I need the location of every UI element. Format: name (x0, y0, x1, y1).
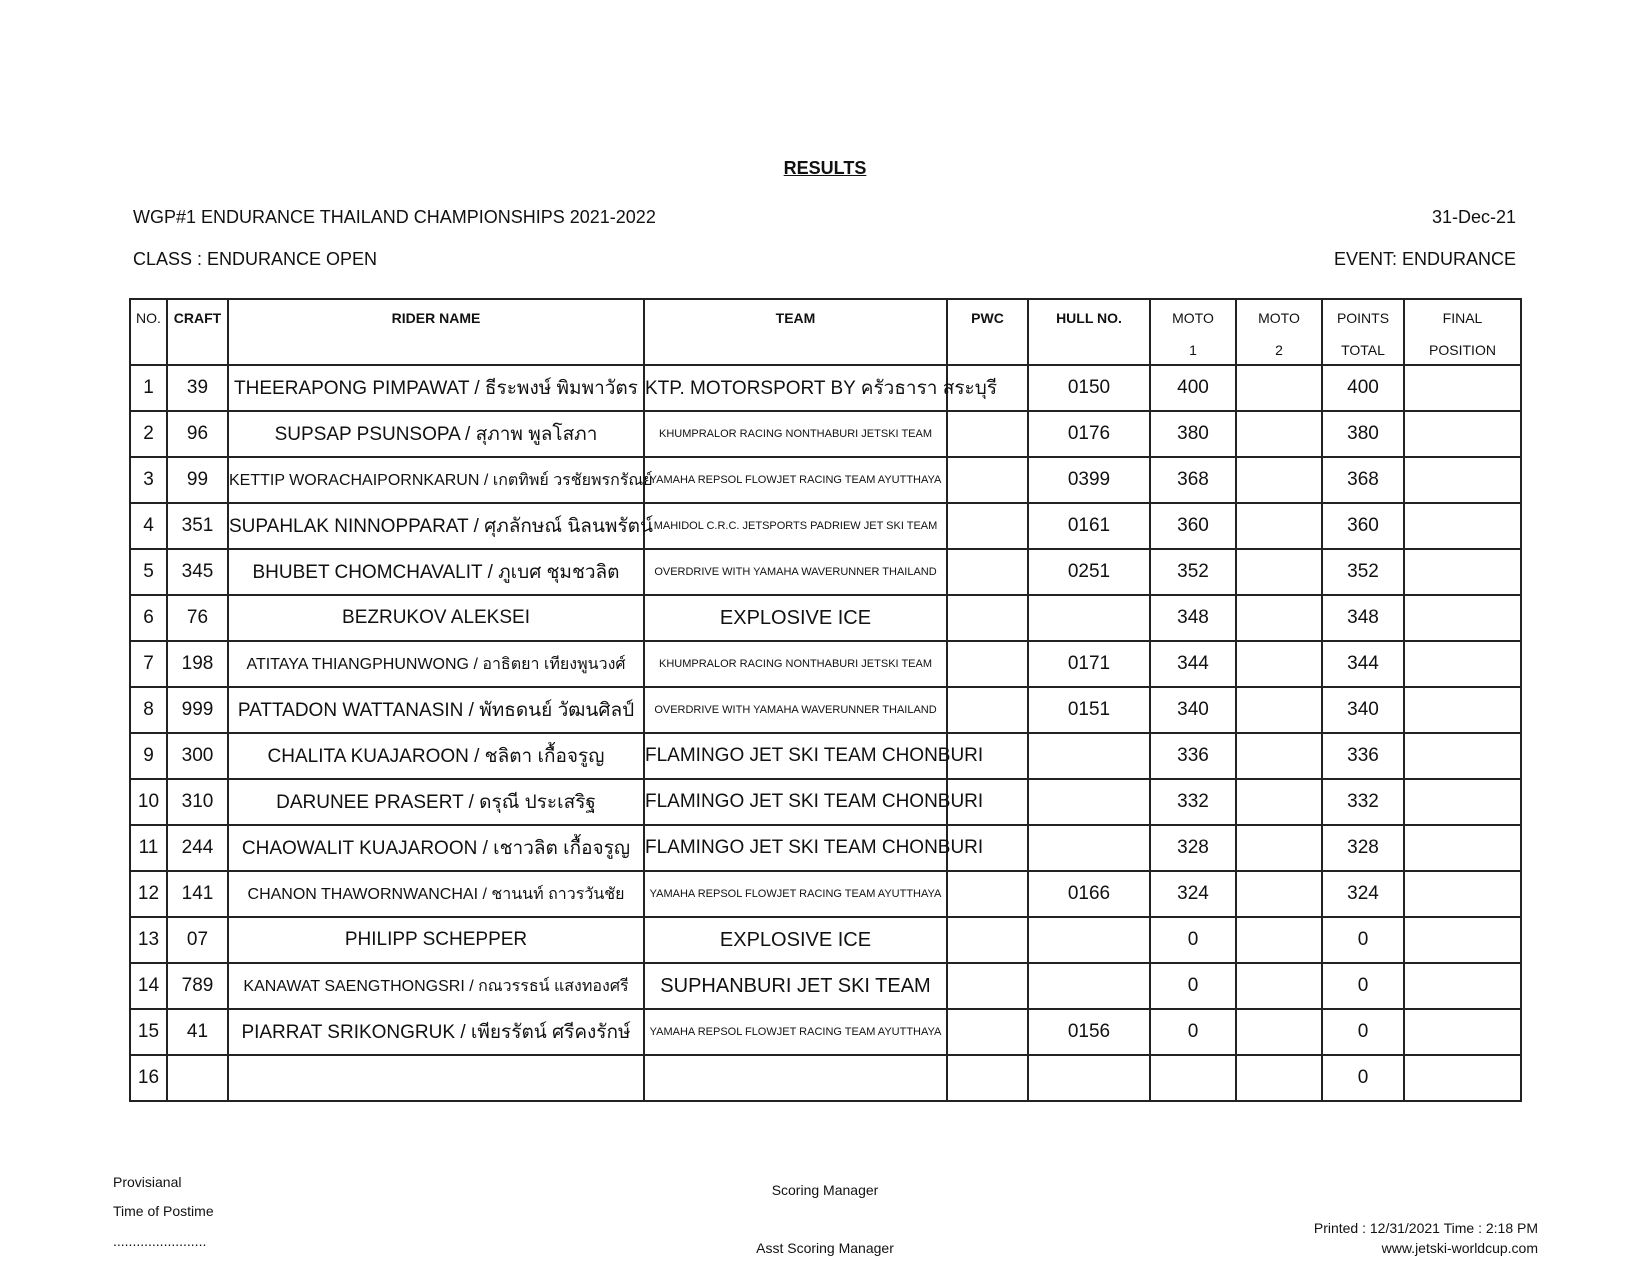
cell-final (1404, 365, 1521, 411)
cell-pwc (947, 641, 1028, 687)
cell-rider: CHALITA KUAJAROON / ชลิตา เกื้อจรูญ (228, 733, 644, 779)
col-header-hull: HULL NO. (1028, 299, 1150, 365)
cell-hull (1028, 1055, 1150, 1101)
cell-points: 332 (1322, 779, 1404, 825)
cell-points: 324 (1322, 871, 1404, 917)
cell-moto1: 0 (1150, 1009, 1236, 1055)
cell-no: 4 (130, 503, 167, 549)
website-text: www.jetski-worldcup.com (1381, 1240, 1538, 1256)
cell-rider: BHUBET CHOMCHAVALIT / ภูเบศ ชุมชวลิต (228, 549, 644, 595)
cell-moto2 (1236, 411, 1322, 457)
cell-final (1404, 687, 1521, 733)
cell-moto1: 340 (1150, 687, 1236, 733)
cell-final (1404, 595, 1521, 641)
table-row (130, 595, 1521, 641)
cell-rider: CHAOWALIT KUAJAROON / เชาวลิต เกื้อจรูญ (228, 825, 644, 871)
scoring-manager-label: Scoring Manager (771, 1182, 879, 1198)
cell-craft: 99 (167, 457, 228, 503)
cell-final (1404, 641, 1521, 687)
cell-moto2 (1236, 365, 1322, 411)
cell-moto2 (1236, 733, 1322, 779)
cell-moto1: 368 (1150, 457, 1236, 503)
cell-moto1: 348 (1150, 595, 1236, 641)
cell-craft: 07 (167, 917, 228, 963)
col-header-moto1: MOTO 1 (1150, 299, 1236, 365)
cell-team (644, 1055, 947, 1101)
cell-craft: 310 (167, 779, 228, 825)
asst-scoring-manager-label: Asst Scoring Manager (756, 1240, 894, 1256)
cell-hull: 0161 (1028, 503, 1150, 549)
cell-team: KTP. MOTORSPORT BY ครัวธารา สระบุรี (644, 365, 947, 411)
cell-team: EXPLOSIVE ICE (644, 595, 947, 641)
cell-pwc (947, 503, 1028, 549)
cell-team: SUPHANBURI JET SKI TEAM (644, 963, 947, 1009)
cell-points: 368 (1322, 457, 1404, 503)
cell-no: 10 (130, 779, 167, 825)
cell-moto1: 328 (1150, 825, 1236, 871)
cell-hull (1028, 733, 1150, 779)
time-of-postime-label: Time of Postime (113, 1203, 214, 1219)
provisional-label: Provisianal (113, 1174, 182, 1190)
event-name: WGP#1 ENDURANCE THAILAND CHAMPIONSHIPS 2021-2022 (133, 207, 656, 227)
col-header-no: NO. (130, 299, 167, 365)
cell-moto1: 0 (1150, 917, 1236, 963)
cell-moto1: 0 (1150, 963, 1236, 1009)
cell-final (1404, 871, 1521, 917)
cell-hull (1028, 595, 1150, 641)
cell-final (1404, 1009, 1521, 1055)
cell-moto1: 344 (1150, 641, 1236, 687)
col-header-craft: CRAFT (167, 299, 228, 365)
cell-final (1404, 779, 1521, 825)
cell-final (1404, 549, 1521, 595)
cell-moto2 (1236, 549, 1322, 595)
cell-points: 380 (1322, 411, 1404, 457)
cell-no: 2 (130, 411, 167, 457)
cell-moto2 (1236, 963, 1322, 1009)
table-row (130, 687, 1521, 733)
cell-rider: PHILIPP SCHEPPER (228, 917, 644, 963)
cell-moto2 (1236, 687, 1322, 733)
cell-craft: 345 (167, 549, 228, 595)
cell-rider: KANAWAT SAENGTHONGSRI / กณวรรธน์ แสงทองศรี (228, 963, 644, 1009)
cell-pwc (947, 549, 1028, 595)
table-row (130, 733, 1521, 779)
cell-no: 13 (130, 917, 167, 963)
table-row (130, 641, 1521, 687)
cell-rider: THEERAPONG PIMPAWAT / ธีระพงษ์ พิมพาวัตร (228, 365, 644, 411)
cell-hull: 0156 (1028, 1009, 1150, 1055)
cell-no: 12 (130, 871, 167, 917)
cell-final (1404, 1055, 1521, 1101)
cell-moto1: 352 (1150, 549, 1236, 595)
cell-final (1404, 503, 1521, 549)
cell-team: KHUMPRALOR RACING NONTHABURI JETSKI TEAM (644, 411, 947, 457)
cell-hull: 0166 (1028, 871, 1150, 917)
results-table (129, 298, 1522, 1102)
cell-team: FLAMINGO JET SKI TEAM CHONBURI (644, 779, 947, 825)
cell-points: 328 (1322, 825, 1404, 871)
col-header-points: POINTS TOTAL (1322, 299, 1404, 365)
cell-team: FLAMINGO JET SKI TEAM CHONBURI (644, 825, 947, 871)
cell-moto2 (1236, 1055, 1322, 1101)
cell-final (1404, 963, 1521, 1009)
event-label: EVENT: ENDURANCE (1333, 249, 1516, 269)
cell-moto2 (1236, 779, 1322, 825)
cell-pwc (947, 1055, 1028, 1101)
cell-moto1: 400 (1150, 365, 1236, 411)
cell-team: EXPLOSIVE ICE (644, 917, 947, 963)
cell-hull (1028, 917, 1150, 963)
cell-hull: 0171 (1028, 641, 1150, 687)
cell-rider: CHANON THAWORNWANCHAI / ชานนท์ ถาวรวันชัย (228, 871, 644, 917)
cell-final (1404, 733, 1521, 779)
table-row (130, 1055, 1521, 1101)
cell-moto2 (1236, 871, 1322, 917)
table-row (130, 871, 1521, 917)
cell-craft: 141 (167, 871, 228, 917)
cell-moto2 (1236, 457, 1322, 503)
cell-hull (1028, 963, 1150, 1009)
cell-moto1 (1150, 1055, 1236, 1101)
col-header-rider: RIDER NAME (228, 299, 644, 365)
cell-pwc (947, 963, 1028, 1009)
cell-moto2 (1236, 1009, 1322, 1055)
cell-points: 348 (1322, 595, 1404, 641)
col-header-team: TEAM (644, 299, 947, 365)
cell-team: YAMAHA REPSOL FLOWJET RACING TEAM AYUTTHAYA (644, 1009, 947, 1055)
cell-craft: 789 (167, 963, 228, 1009)
table-row (130, 549, 1521, 595)
cell-hull: 0399 (1028, 457, 1150, 503)
cell-no: 5 (130, 549, 167, 595)
col-header-pwc: PWC (947, 299, 1028, 365)
table-row (130, 365, 1521, 411)
cell-points: 352 (1322, 549, 1404, 595)
cell-team: OVERDRIVE WITH YAMAHA WAVERUNNER THAILAND (644, 687, 947, 733)
cell-team: FLAMINGO JET SKI TEAM CHONBURI (644, 733, 947, 779)
cell-rider: DARUNEE PRASERT / ดรุณี ประเสริฐ (228, 779, 644, 825)
table-row (130, 917, 1521, 963)
cell-hull (1028, 825, 1150, 871)
cell-final (1404, 825, 1521, 871)
cell-moto1: 360 (1150, 503, 1236, 549)
cell-team: OVERDRIVE WITH YAMAHA WAVERUNNER THAILAND (644, 549, 947, 595)
cell-moto2 (1236, 503, 1322, 549)
table-row (130, 411, 1521, 457)
cell-points: 400 (1322, 365, 1404, 411)
cell-moto1: 332 (1150, 779, 1236, 825)
cell-team: KHUMPRALOR RACING NONTHABURI JETSKI TEAM (644, 641, 947, 687)
cell-points: 0 (1322, 917, 1404, 963)
cell-points: 336 (1322, 733, 1404, 779)
cell-pwc (947, 687, 1028, 733)
cell-no: 11 (130, 825, 167, 871)
cell-hull: 0176 (1028, 411, 1150, 457)
cell-rider: KETTIP WORACHAIPORNKARUN / เกตทิพย์ วรชัยพรกรัณย์ (228, 457, 644, 503)
cell-pwc (947, 917, 1028, 963)
col-header-final: FINAL POSITION (1404, 299, 1521, 365)
cell-no: 1 (130, 365, 167, 411)
cell-points: 340 (1322, 687, 1404, 733)
cell-moto2 (1236, 595, 1322, 641)
cell-craft: 76 (167, 595, 228, 641)
cell-points: 344 (1322, 641, 1404, 687)
cell-rider: SUPSAP PSUNSOPA / สุภาพ พูลโสภา (228, 411, 644, 457)
cell-final (1404, 917, 1521, 963)
cell-pwc (947, 1009, 1028, 1055)
cell-rider: PATTADON WATTANASIN / พัทธดนย์ วัฒนศิลป์ (228, 687, 644, 733)
cell-no: 9 (130, 733, 167, 779)
cell-craft: 999 (167, 687, 228, 733)
cell-points: 0 (1322, 963, 1404, 1009)
cell-moto1: 336 (1150, 733, 1236, 779)
cell-rider: BEZRUKOV ALEKSEI (228, 595, 644, 641)
cell-final (1404, 457, 1521, 503)
cell-no: 8 (130, 687, 167, 733)
cell-no: 7 (130, 641, 167, 687)
cell-hull: 0150 (1028, 365, 1150, 411)
cell-rider: ATITAYA THIANGPHUNWONG / อาธิตยา เทียงพูนวงศ์ (228, 641, 644, 687)
table-row (130, 457, 1521, 503)
page-title: RESULTS (783, 158, 867, 178)
cell-pwc (947, 457, 1028, 503)
printed-timestamp: Printed : 12/31/2021 Time : 2:18 PM (1313, 1220, 1538, 1236)
cell-no: 16 (130, 1055, 167, 1101)
table-row (130, 825, 1521, 871)
cell-no: 15 (130, 1009, 167, 1055)
cell-rider: SUPAHLAK NINNOPPARAT / ศุภลักษณ์ นิลนพรัตน์ (228, 503, 644, 549)
col-header-moto2: MOTO 2 (1236, 299, 1322, 365)
cell-craft: 41 (167, 1009, 228, 1055)
cell-craft: 96 (167, 411, 228, 457)
cell-no: 6 (130, 595, 167, 641)
cell-team: MAHIDOL C.R.C. JETSPORTS PADRIEW JET SKI TEAM (644, 503, 947, 549)
header-row (130, 299, 1521, 365)
cell-pwc (947, 595, 1028, 641)
cell-craft (167, 1055, 228, 1101)
cell-craft: 244 (167, 825, 228, 871)
table-row (130, 779, 1521, 825)
cell-team: YAMAHA REPSOL FLOWJET RACING TEAM AYUTTHAYA (644, 457, 947, 503)
cell-rider (228, 1055, 644, 1101)
cell-moto2 (1236, 641, 1322, 687)
signature-dots: ........................ (113, 1233, 207, 1249)
cell-hull: 0151 (1028, 687, 1150, 733)
cell-craft: 39 (167, 365, 228, 411)
cell-final (1404, 411, 1521, 457)
table-row (130, 963, 1521, 1009)
cell-pwc (947, 411, 1028, 457)
cell-no: 3 (130, 457, 167, 503)
cell-hull (1028, 779, 1150, 825)
cell-moto1: 380 (1150, 411, 1236, 457)
cell-points: 360 (1322, 503, 1404, 549)
table-row (130, 503, 1521, 549)
cell-moto2 (1236, 917, 1322, 963)
cell-no: 14 (130, 963, 167, 1009)
cell-moto2 (1236, 825, 1322, 871)
cell-craft: 351 (167, 503, 228, 549)
cell-points: 0 (1322, 1009, 1404, 1055)
cell-points: 0 (1322, 1055, 1404, 1101)
cell-craft: 198 (167, 641, 228, 687)
event-date: 31-Dec-21 (1431, 207, 1516, 227)
class-label: CLASS : ENDURANCE OPEN (133, 249, 378, 269)
cell-hull: 0251 (1028, 549, 1150, 595)
cell-team: YAMAHA REPSOL FLOWJET RACING TEAM AYUTTHAYA (644, 871, 947, 917)
cell-craft: 300 (167, 733, 228, 779)
table-row (130, 1009, 1521, 1055)
cell-moto1: 324 (1150, 871, 1236, 917)
cell-pwc (947, 871, 1028, 917)
cell-rider: PIARRAT SRIKONGRUK / เพียรรัตน์ ศรีคงรักษ์ (228, 1009, 644, 1055)
